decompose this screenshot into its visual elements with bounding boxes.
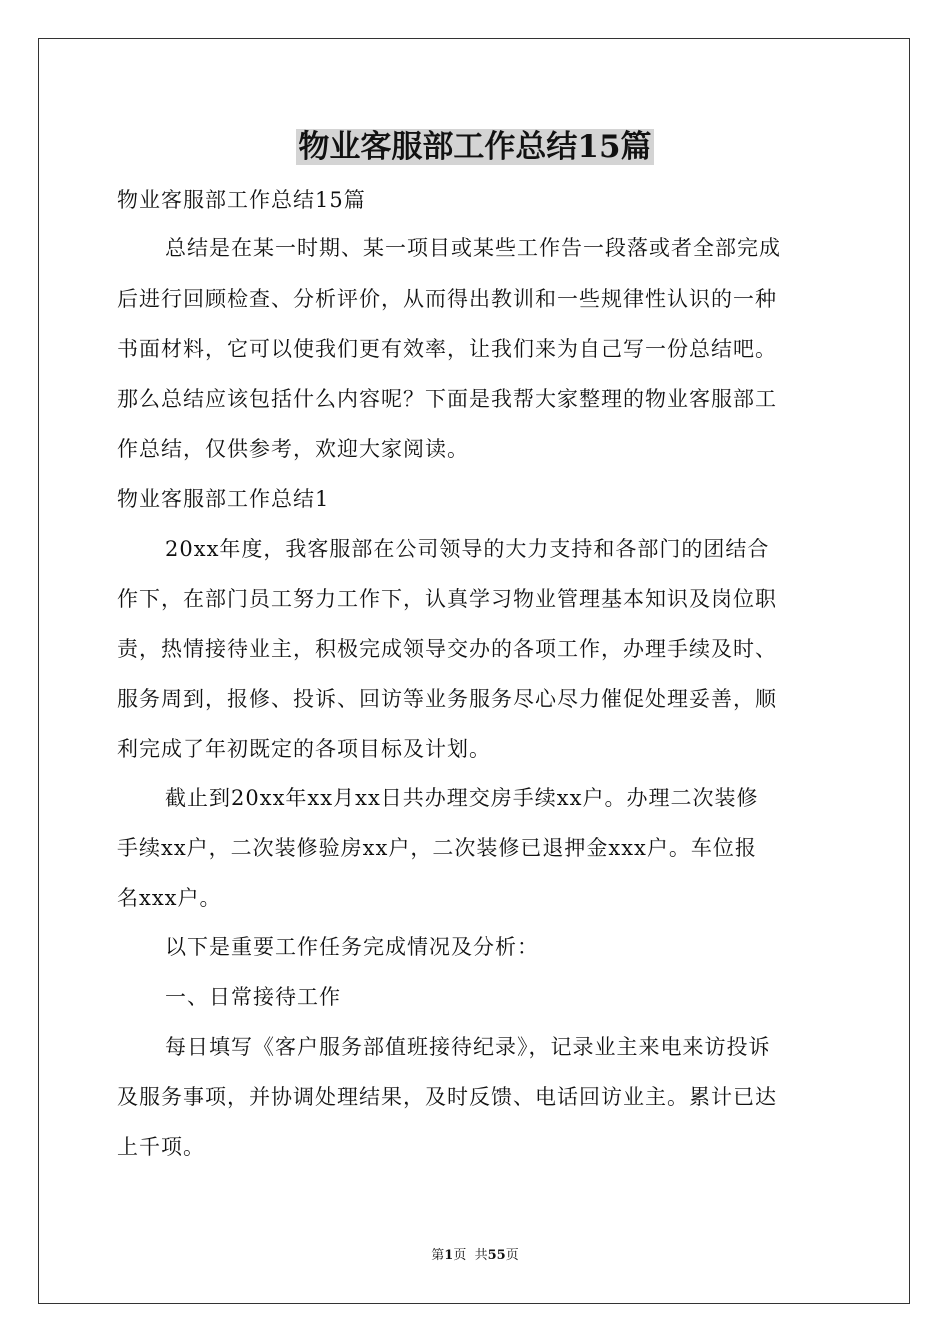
body-line: 利完成了年初既定的各项目标及计划。 bbox=[117, 737, 491, 761]
body-line: 手续xx户，二次装修验房xx户，二次装修已退押金xxx户。车位报 bbox=[117, 836, 757, 860]
body-line: 上千项。 bbox=[117, 1135, 205, 1159]
document-subtitle: 物业客服部工作总结15篇 bbox=[117, 188, 366, 212]
body-line: 每日填写《客户服务部值班接待纪录》，记录业主来电来访投诉 bbox=[165, 1035, 771, 1059]
page-footer bbox=[0, 1248, 950, 1264]
body-line: 作总结，仅供参考，欢迎大家阅读。 bbox=[117, 437, 469, 461]
subsection-heading: 一、日常接待工作 bbox=[165, 985, 341, 1009]
footer-total-pages: 55 bbox=[487, 1248, 506, 1263]
page-border bbox=[38, 38, 910, 1304]
footer-page-number: 1 bbox=[444, 1248, 454, 1263]
section-heading: 物业客服部工作总结1 bbox=[117, 487, 330, 511]
body-line: 书面材料，它可以使我们更有效率，让我们来为自己写一份总结吧。 bbox=[117, 337, 777, 361]
body-line: 以下是重要工作任务完成情况及分析： bbox=[165, 935, 539, 959]
body-line: 责，热情接待业主，积极完成领导交办的各项工作，办理手续及时、 bbox=[117, 637, 777, 661]
body-line: 那么总结应该包括什么内容呢？下面是我帮大家整理的物业客服部工 bbox=[117, 387, 777, 411]
body-line: 服务周到，报修、投诉、回访等业务服务尽心尽力催促处理妥善，顺 bbox=[117, 687, 777, 711]
footer-prefix: 第 bbox=[431, 1248, 445, 1263]
document-title-text: 物业客服部工作总结15篇 bbox=[298, 129, 652, 165]
body-line: 名xxx户。 bbox=[117, 886, 222, 910]
body-line: 后进行回顾检查、分析评价，从而得出教训和一些规律性认识的一种 bbox=[117, 287, 777, 311]
body-line: 20xx年度，我客服部在公司领导的大力支持和各部门的团结合 bbox=[165, 537, 770, 561]
footer-suffix: 页 bbox=[505, 1248, 519, 1263]
body-line: 及服务事项，并协调处理结果，及时反馈、电话回访业主。累计已达 bbox=[117, 1085, 777, 1109]
body-line: 作下，在部门员工努力工作下，认真学习物业管理基本知识及岗位职 bbox=[117, 587, 777, 611]
body-line: 总结是在某一时期、某一项目或某些工作告一段落或者全部完成 bbox=[165, 236, 781, 260]
document-title bbox=[0, 124, 950, 170]
footer-middle: 页 共 bbox=[453, 1248, 488, 1263]
body-line: 截止到20xx年xx月xx日共办理交房手续xx户。办理二次装修 bbox=[165, 786, 759, 810]
